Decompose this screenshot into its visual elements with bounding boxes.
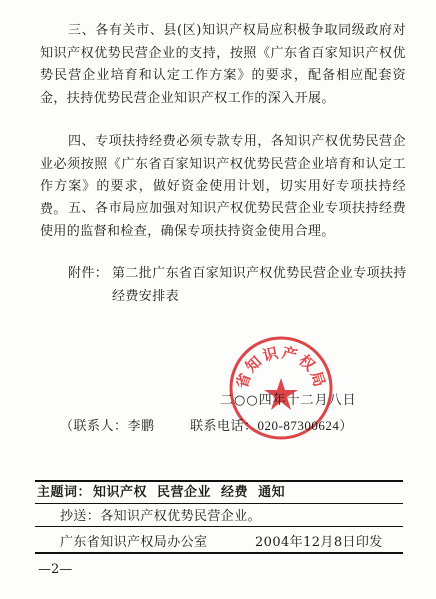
paragraph-3: 三、各有关市、县(区)知识产权局应积极争取同级政府对知识产权优势民营企业的支持，按照《广东省百家知识产权优势民营企业培育和认定工作方案》的要求，配备相应配套资金，扶持优势民营企业知识产权工作的深入开展。	[40, 23, 406, 106]
attachment-label: 附件：	[68, 266, 109, 281]
contact-person: （联系人：李鹏	[60, 419, 155, 434]
issue-date: 二○○四年十二月八日	[220, 393, 357, 408]
print-date: 2004年12月8日印发	[255, 535, 383, 550]
contact-phone	[190, 415, 353, 434]
divider-bottom	[35, 552, 403, 554]
subject-keywords	[37, 481, 295, 500]
issuing-office: 广东省知识产权局办公室	[60, 535, 208, 550]
paragraph-4: 四、专项扶持经费必须专款专用，各知识产权优势民营企业必须按照《广东省百家知识产权优势民营企业培育和认定工作方案》的要求，做好资金使用计划，切实用好专项扶持经费。	[40, 134, 406, 217]
paragraph-5: 五、各市局应加强对知识产权优势民营企业专项扶持经费使用的监督和检查，确保专项扶持资金使用合理。	[40, 201, 406, 239]
divider	[35, 503, 403, 504]
cc-line: 抄送：各知识产权优势民营企业。	[60, 509, 262, 524]
subject-word: 民营企业	[157, 485, 212, 500]
attachment-text: 第二批广东省百家知识产权优势民营企业专项扶持经费安排表	[112, 266, 407, 304]
subject-word: 通知	[258, 485, 286, 500]
subject-label: 主题词：	[37, 485, 92, 500]
phone-number: 020-87300624）	[257, 418, 353, 433]
page-number: —2—	[38, 562, 73, 577]
phone-label: 联系电话：	[190, 419, 258, 434]
divider	[35, 526, 403, 527]
subject-word: 知识产权	[93, 485, 148, 500]
subject-word: 经费	[221, 485, 249, 500]
svg-text:省知识产权局: 省知识产权局	[232, 343, 330, 391]
